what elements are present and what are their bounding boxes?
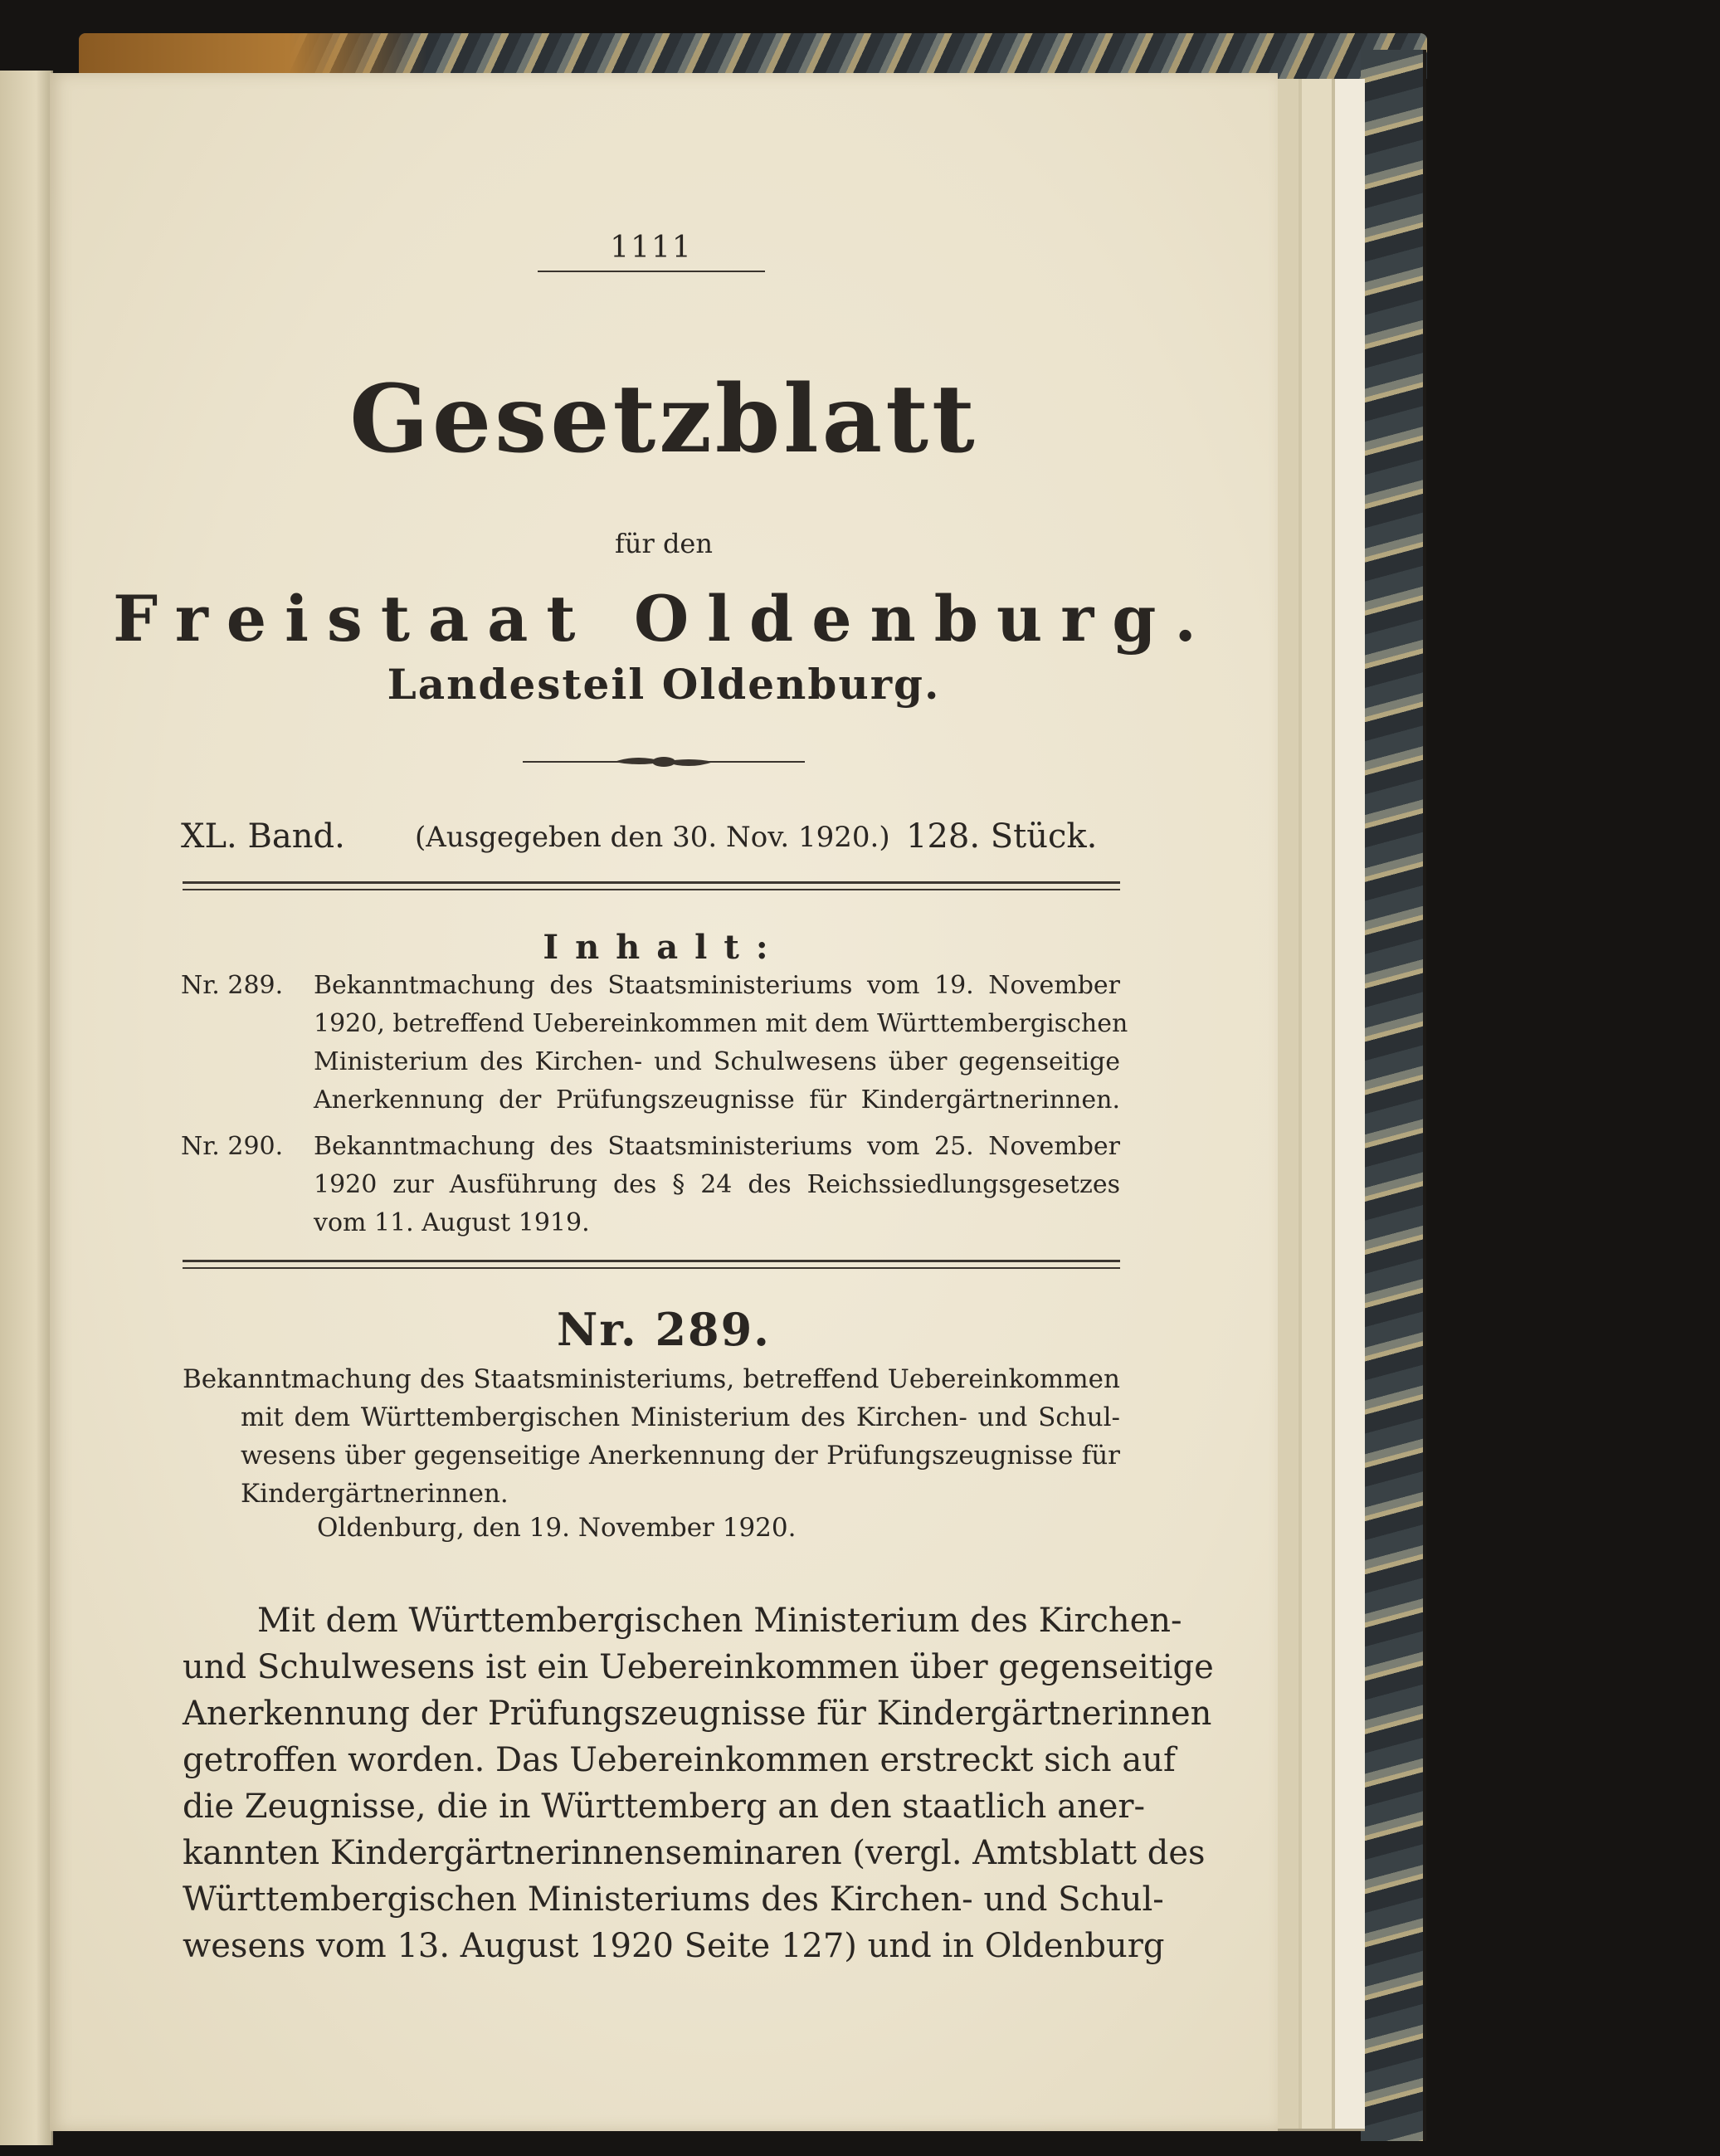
section-date: Oldenburg, den 19. November 1920. bbox=[317, 1513, 797, 1543]
toc-entry-line: 1920, betreffend Uebereinkommen mit dem Württembergischen bbox=[314, 1009, 1128, 1038]
toc-entry-number: Nr. 290. bbox=[181, 1132, 284, 1161]
toc-entry-line: 1920 zur Ausführung des § 24 des Reichssiedlungsgesetzes bbox=[314, 1170, 1120, 1199]
double-rule bbox=[183, 881, 1120, 890]
body-text-line: Mit dem Württembergischen Ministerium des Kirchen- bbox=[257, 1602, 1182, 1640]
section-description-line: Bekanntmachung des Staatsministeriums, betreffend Uebereinkommen bbox=[183, 1364, 1120, 1394]
page-stack bbox=[1274, 79, 1365, 2131]
band-label: XL. Band. bbox=[181, 817, 345, 856]
body-text-line: Anerkennung der Prüfungszeugnisse für Kindergärtnerinnen bbox=[183, 1695, 1212, 1733]
body-text-line: Württembergischen Ministeriums des Kirchen- und Schul- bbox=[183, 1880, 1164, 1919]
section-heading: Nr. 289. bbox=[557, 1303, 771, 1356]
left-page-edge bbox=[0, 71, 53, 2145]
body-text-line: kannten Kindergärtnerinnenseminaren (vergl. Amtsblatt des bbox=[183, 1834, 1206, 1872]
page-number-rule bbox=[538, 271, 765, 272]
toc-entry-line: Ministerium des Kirchen- und Schulwesens über gegenseitige bbox=[314, 1047, 1120, 1076]
issue-date: (Ausgegeben den 30. Nov. 1920.) bbox=[415, 821, 890, 854]
body-text-line: wesens vom 13. August 1920 Seite 127) und in Oldenburg bbox=[183, 1927, 1165, 1965]
section-description-line: wesens über gegenseitige Anerkennung der Prüfungszeugnisse für bbox=[241, 1441, 1120, 1471]
toc-entry-line: Bekanntmachung des Staatsministeriums vom 25. November bbox=[314, 1132, 1120, 1161]
document-page bbox=[50, 73, 1278, 2131]
toc-entry-number: Nr. 289. bbox=[181, 971, 284, 1000]
section-description-line: mit dem Württembergischen Ministerium des Kirchen- und Schul- bbox=[241, 1402, 1120, 1432]
double-rule bbox=[183, 1260, 1120, 1269]
section-description-line: Kindergärtnerinnen. bbox=[241, 1479, 509, 1509]
gazette-title: Gesetzblatt bbox=[349, 365, 978, 474]
body-text-line: die Zeugnisse, die in Württemberg an den staatlich aner- bbox=[183, 1788, 1146, 1826]
stueck-number: 128. Stück. bbox=[906, 817, 1098, 856]
toc-entry-line: Bekanntmachung des Staatsministeriums vom 19. November bbox=[314, 971, 1120, 1000]
ornament-divider bbox=[523, 752, 805, 772]
toc-entry-line: vom 11. August 1919. bbox=[314, 1208, 590, 1237]
body-text-line: und Schulwesens ist ein Uebereinkommen über gegenseitige bbox=[183, 1648, 1214, 1686]
toc-entry-line: Anerkennung der Prüfungszeugnisse für Kindergärtnerinnen. bbox=[314, 1085, 1120, 1115]
page-number: 1111 bbox=[610, 231, 693, 265]
state-name: Freistaat Oldenburg. bbox=[113, 582, 1215, 656]
title-connector: für den bbox=[615, 528, 713, 559]
book-cover-right bbox=[1361, 50, 1426, 2141]
landesteil-name: Landesteil Oldenburg. bbox=[387, 660, 941, 709]
contents-heading: Inhalt: bbox=[543, 928, 785, 967]
body-text-line: getroffen worden. Das Uebereinkommen erstreckt sich auf bbox=[183, 1741, 1176, 1779]
book-cover-top bbox=[79, 33, 1427, 79]
